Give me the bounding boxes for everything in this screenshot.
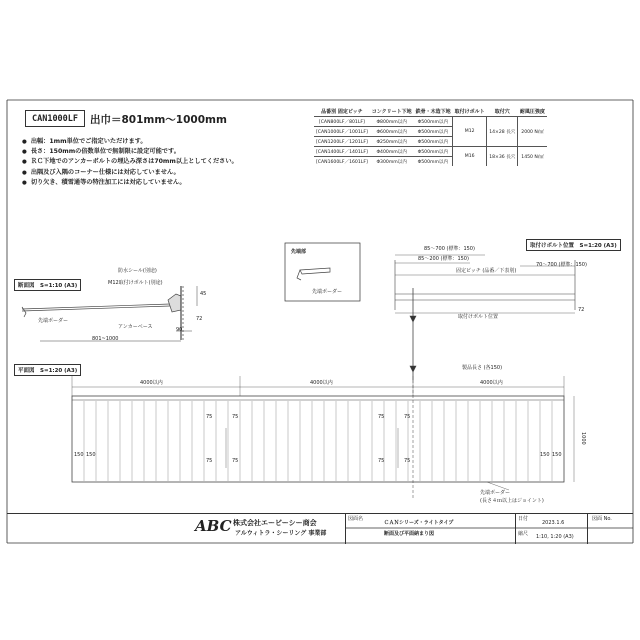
bolt-dim-b: 85～200 (標準：150): [418, 256, 469, 262]
logo: ABC: [195, 517, 232, 535]
plan-drawing: [72, 387, 564, 482]
note-item: ● 切り欠き、積雪通等の特注加工には対応していません。: [22, 178, 238, 188]
spec-cell: Φ500mm以内: [414, 127, 453, 137]
spec-cell: [CAN1400LF／1401LF]: [314, 147, 370, 157]
drawing-name: 断面及び平面納まり図: [384, 531, 435, 537]
plan-d150: 150: [86, 452, 96, 458]
detail-tip-border: 先端ボーダー: [312, 289, 343, 295]
spec-cell: [CAN1000LF／1001LF]: [314, 127, 370, 137]
seal-label: 防水シール(別途): [118, 268, 157, 274]
plan-d75: 75: [404, 458, 411, 464]
bolt-label: M12取付けボルト(別途): [108, 280, 163, 286]
plan-joint: (長さ４ｍ以上はジョイント): [480, 498, 544, 504]
spec-cell: Φ300mm以内: [370, 157, 414, 167]
scale-label: 縮尺: [518, 531, 529, 537]
bolt-position-drawing: [395, 255, 575, 500]
plan-d75: 75: [232, 458, 239, 464]
spec-header: コンクリート下地: [370, 106, 414, 117]
plan-d75: 75: [206, 414, 213, 420]
plan-d150: 150: [552, 452, 562, 458]
bolt-pitch: 固定ピッチ (品番／下表別): [456, 268, 517, 274]
spec-cell: [CAN1600LF／1601LF]: [314, 157, 370, 167]
tip-border-label: 先端ボーダー: [38, 318, 69, 324]
spec-bolt-m16: M16: [453, 147, 487, 167]
title-cell-no: [587, 514, 634, 544]
spec-wind-1: 2000 N/㎡: [518, 117, 547, 147]
drawing-no-label: 図面 No.: [592, 516, 612, 522]
note-item: ● 出幅：1mm単位でご指定いただけます。: [22, 137, 238, 147]
plan-title: 平面図 S=1:20 (A3): [14, 364, 81, 376]
section-drawing: [22, 286, 197, 341]
spec-cell: [CAN800LF／801LF]: [318, 119, 365, 125]
projection-range: 出巾＝801mm～1000mm: [90, 114, 227, 126]
plan-d75: 75: [232, 414, 239, 420]
spec-cell: Φ500mm以内: [414, 147, 453, 157]
plan-d75: 75: [378, 458, 385, 464]
spec-cell: Φ250mm以内: [370, 137, 414, 147]
note-item: ● 長さ：150mmの倍数単位で無制限に設定可能です。: [22, 147, 238, 157]
spec-header: 取付穴: [487, 106, 518, 117]
dim-45: 45: [200, 291, 207, 297]
spec-cell: Φ400mm以内: [370, 147, 414, 157]
date-label: 日付: [518, 516, 529, 522]
plan-d75: 75: [206, 458, 213, 464]
spec-cell: Φ800mm以内: [376, 119, 407, 125]
plan-d150: 150: [74, 452, 84, 458]
plan-d150: 150: [540, 452, 550, 458]
spec-wind-2: 1450 N/㎡: [518, 147, 547, 167]
plan-product: 製品長さ (各150): [462, 365, 503, 371]
dim-range: 801~1000: [92, 336, 119, 342]
note-item: ● 出隅及び入隅のコーナー仕様には対応していません。: [22, 168, 238, 178]
spec-header: 耐風圧強度: [518, 106, 547, 117]
division-name: アルウィトラ・シーリング 事業部: [235, 530, 327, 537]
bolt-position-label: 取付けボルト位置: [458, 314, 499, 320]
spec-cell: Φ500mm以内: [414, 137, 453, 147]
scale-value: 1:10, 1:20 (A3): [536, 534, 574, 540]
bolt-dim-72: 72: [578, 307, 585, 313]
spec-cell: Φ500mm以内: [417, 119, 449, 125]
plan-seg3: 4000以内: [480, 380, 503, 386]
note-item: ● ＲＣ下地でのアンカーボルトの埋込み深さは70mm以上としてください。: [22, 157, 238, 167]
plan-seg1: 4000以内: [140, 380, 163, 386]
bolt-position-title: 取付けボルト位置 S=1:20 (A3): [526, 239, 621, 251]
spec-header: 取付けボルト: [453, 106, 487, 117]
detail-tip-shape: [297, 268, 330, 280]
dim-72: 72: [196, 316, 203, 322]
spec-header: 鉄骨・木造下地: [414, 106, 453, 117]
spec-bolt-m12: M12: [453, 117, 487, 147]
spec-cell: [CAN1200LF／1201LF]: [314, 137, 370, 147]
bolt-dim-a: 85～700 (標準：150): [424, 246, 475, 252]
spec-cell: Φ600mm以内: [370, 127, 414, 137]
title-block: [7, 513, 633, 544]
plan-tip-border: 先端ボーダー: [480, 490, 511, 496]
plan-slats: [84, 401, 552, 481]
title-cell-date: [515, 514, 588, 544]
detail-title: 先端部: [291, 249, 307, 255]
model-name: CAN1000LF: [31, 113, 79, 124]
plan-d75: 75: [404, 414, 411, 420]
company-name: 株式会社エービーシー商会: [233, 519, 317, 527]
title-cell-name: [345, 514, 516, 544]
dim-90: 90: [176, 327, 183, 333]
plan-d1000: 1000: [580, 432, 586, 445]
series-name: ＣＡＮシリーズ・ライトタイプ: [384, 520, 454, 526]
date-value: 2023.1.6: [542, 520, 565, 526]
section-title: 断面図 S=1:10 (A3): [14, 279, 81, 291]
anchor-base-label: アンカーベース: [118, 324, 153, 330]
spec-cell: Φ500mm以内: [414, 157, 453, 167]
plan-seg2: 4000以内: [310, 380, 333, 386]
spec-header: 品番別 固定ピッチ: [314, 106, 370, 117]
spec-hole-1: 14×28 長穴: [487, 117, 518, 147]
bolt-dim-c: 70～700 (標準：150): [536, 262, 587, 268]
plan-dims: [72, 376, 574, 490]
plan-d75: 75: [378, 414, 385, 420]
name-label: 図面名: [348, 516, 364, 522]
spec-hole-2: 18×36 長穴: [487, 147, 518, 167]
